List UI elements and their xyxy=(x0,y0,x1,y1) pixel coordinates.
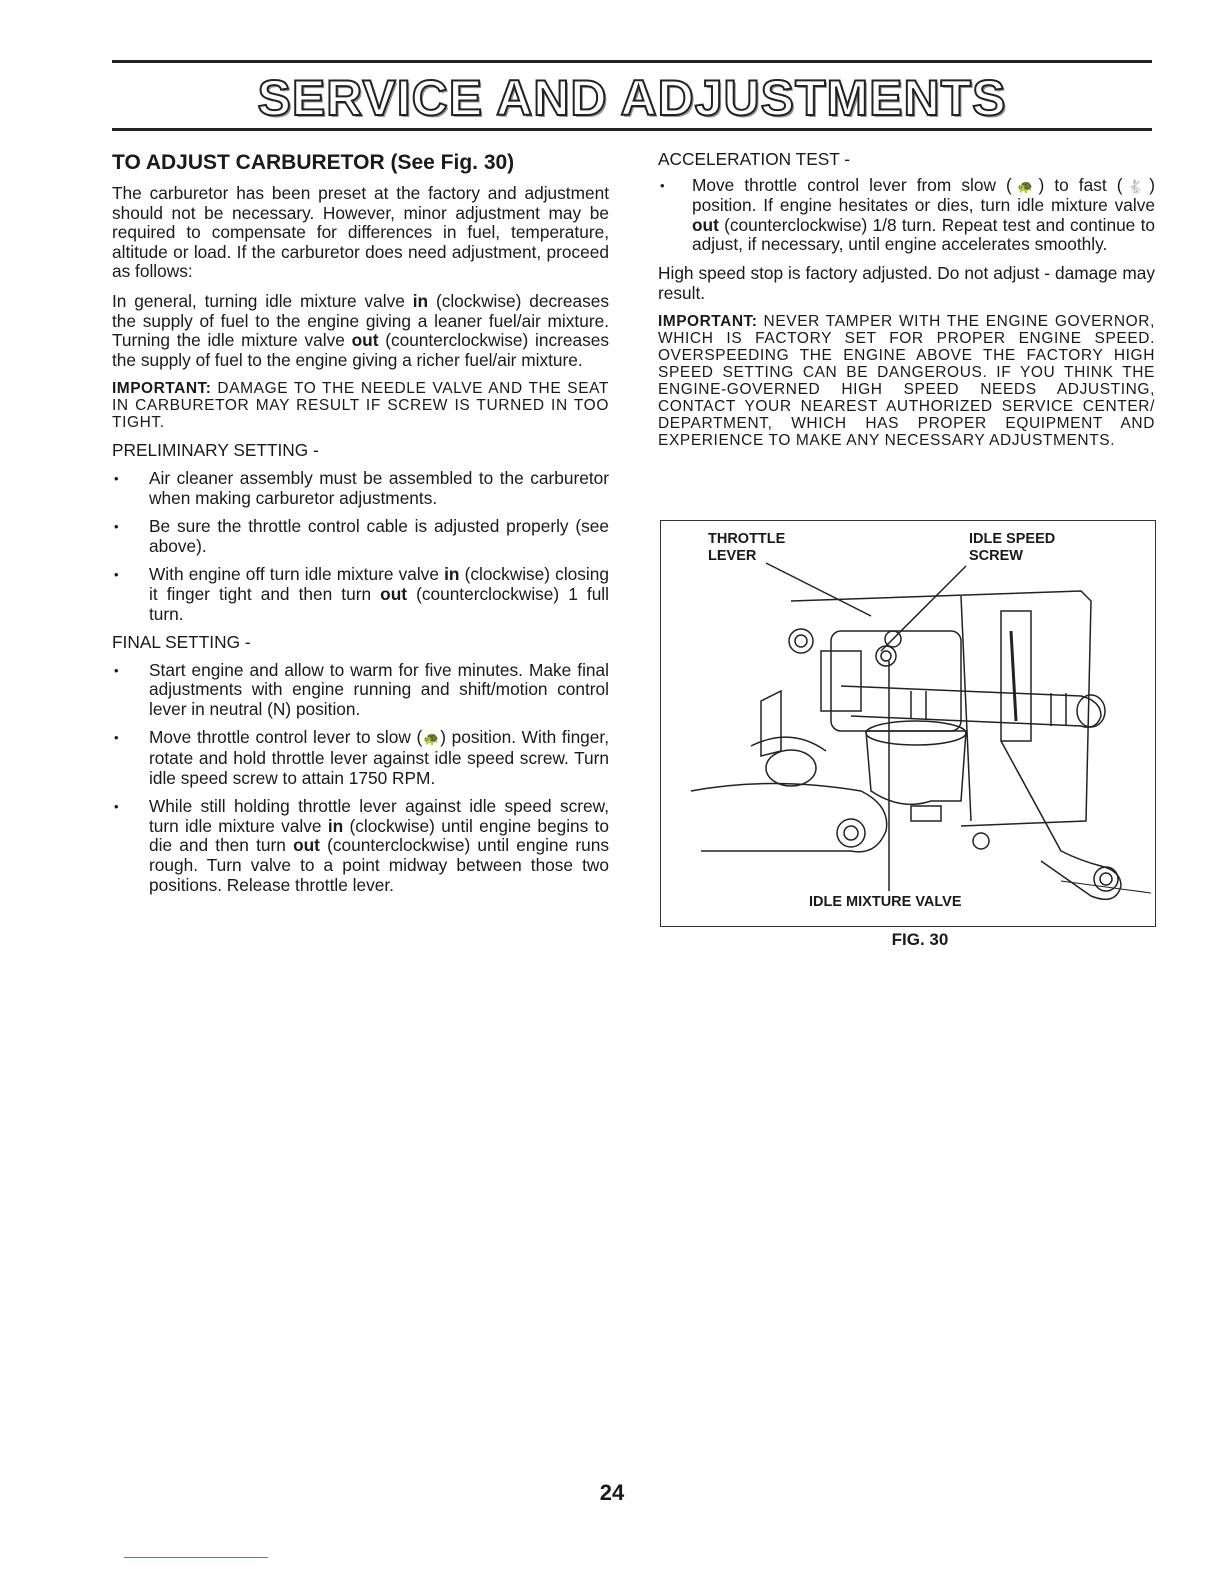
right-column xyxy=(658,150,1155,459)
header-rule-top xyxy=(112,60,1152,63)
list-item: • Move throttle control lever from slow (🐢) to fast (🐇) position. If engine hesitates or dies, turn idle mixture valve out (counterclockwise) 1/8 turn. Repeat test and continue to adjust, if necessary, until engine accelerates smoothly. xyxy=(658,176,1155,255)
turtle-icon: 🐢 xyxy=(422,731,441,747)
list-item: • With engine off turn idle mixture valve in (clockwise) closing it finger tight and then turn out (counterclockwise) 1 full turn. xyxy=(112,565,609,624)
list-item: • While still holding throttle lever against idle speed screw, turn idle mixture valve in (clockwise) until engine begins to die and then turn out (counterclockwise) until engine runs rough. Turn valve to a point midway between those two positions. Release throttle lever. xyxy=(112,797,609,895)
carburetor-illustration xyxy=(661,521,1155,926)
figure-30 xyxy=(660,520,1156,927)
final-list xyxy=(112,661,609,896)
important-notice: IMPORTANT: DAMAGE TO THE NEEDLE VALVE AND THE SEAT IN CARBURETOR MAY RESULT IF SCREW IS TURNED IN TOO TIGHT. xyxy=(112,380,609,432)
figure-caption: FIG. 30 xyxy=(891,930,949,949)
acceleration-heading: ACCELERATION TEST - xyxy=(658,149,851,169)
list-item: • Start engine and allow to warm for five minutes. Make final adjustments with engine running and shift/motion control lever in neutral (N) position. xyxy=(112,661,609,720)
idle-mixture-valve-label: IDLE MIXTURE VALVE xyxy=(809,894,962,910)
mixture-paragraph: In general, turning idle mixture valve in (clockwise) decreases the supply of fuel to the engine giving a leaner fuel/air mixture. Turning the idle mixture valve out (counterclockwise) increases the supply of fuel to the engine giving a richer fuel/air mixture. xyxy=(112,290,609,370)
rabbit-icon: 🐇 xyxy=(1122,178,1150,194)
header-rule-bottom xyxy=(112,128,1152,131)
footer-rule xyxy=(124,1557,268,1558)
idle-speed-screw-label: IDLE SPEED SCREW xyxy=(969,531,1056,564)
acceleration-list xyxy=(658,176,1155,255)
section-heading: TO ADJUST CARBURETOR (See Fig. 30) xyxy=(112,151,515,174)
final-heading: FINAL SETTING - xyxy=(112,632,251,653)
page-title: SERVICE AND ADJUSTMENTS xyxy=(257,70,1007,126)
list-item: • Move throttle control lever to slow (🐢) position. With finger, rotate and hold throttle lever against idle speed screw. Turn idle speed screw to attain 1750 RPM. xyxy=(112,728,609,788)
preliminary-list xyxy=(112,469,609,624)
intro-paragraph: The carburetor has been preset at the factory and adjustment should not be necessary. However, minor adjustment may be required to compensate for differences in fuel, temperature, altitude or load. If the carburetor does need adjustment, proceed as follows: xyxy=(112,183,609,282)
page-number: 24 xyxy=(599,1480,625,1505)
left-column xyxy=(112,150,609,904)
turtle-icon: 🐢 xyxy=(1011,178,1039,194)
throttle-lever-label: THROTTLE LEVER xyxy=(708,531,786,564)
list-item: • Be sure the throttle control cable is adjusted properly (see above). xyxy=(112,517,609,556)
list-item: • Air cleaner assembly must be assembled to the carburetor when making carburetor adjustments. xyxy=(112,469,609,508)
preliminary-heading: PRELIMINARY SETTING - xyxy=(112,440,319,461)
governor-warning: IMPORTANT: NEVER TAMPER WITH THE ENGINE GOVERNOR, WHICH IS FACTORY SET FOR PROPER ENGINE SPEED. OVERSPEEDING THE ENGINE ABOVE THE FACTORY HIGH SPEED SETTING CAN BE DANGEROUS. IF YOU THINK THE ENGINE-GOVERNED HIGH SPEED NEEDS ADJUSTING, CONTACT YOUR NEAREST AUTHORIZED SERVICE CENTER/ DEPARTMENT, WHICH HAS PROPER EQUIPMENT AND EXPERIENCE TO MAKE ANY NECESSARY ADJUSTMENTS. xyxy=(658,313,1155,450)
high-speed-paragraph: High speed stop is factory adjusted. Do not adjust - damage may result. xyxy=(658,262,1155,303)
